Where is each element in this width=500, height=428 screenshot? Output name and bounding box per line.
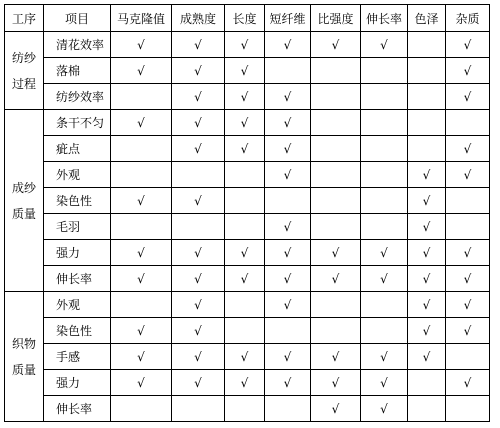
- check-cell: [265, 240, 311, 266]
- check-cell: [172, 266, 225, 292]
- process-label: 过程: [11, 76, 36, 91]
- check-mark-icon: √: [137, 245, 145, 260]
- check-mark-icon: √: [331, 37, 340, 52]
- check-cell: [225, 110, 265, 136]
- check-cell: [446, 188, 490, 214]
- check-cell: [111, 318, 172, 344]
- check-mark-icon: √: [194, 323, 202, 338]
- table-row: [5, 162, 490, 188]
- check-cell: [265, 110, 311, 136]
- check-cell: [311, 84, 361, 110]
- check-cell: [265, 162, 311, 188]
- check-cell: [408, 84, 446, 110]
- check-mark-icon: √: [422, 349, 431, 364]
- check-mark-icon: √: [194, 245, 202, 260]
- check-cell: [361, 136, 408, 162]
- item-cell: 外观: [44, 292, 111, 318]
- check-cell: [408, 58, 446, 84]
- check-mark-icon: √: [463, 297, 472, 312]
- column-header: 杂质: [446, 5, 490, 32]
- check-cell: [361, 292, 408, 318]
- check-cell: [265, 32, 311, 58]
- table-row: [5, 396, 490, 422]
- table-body: [5, 32, 490, 422]
- check-mark-icon: √: [137, 37, 145, 52]
- item-cell: 强力: [44, 370, 111, 396]
- column-header: 马克隆值: [111, 5, 172, 32]
- check-cell: [225, 370, 265, 396]
- check-cell: [111, 266, 172, 292]
- check-mark-icon: √: [331, 245, 340, 260]
- check-mark-icon: √: [331, 375, 340, 390]
- check-cell: [225, 188, 265, 214]
- process-label: 织物: [11, 336, 36, 351]
- check-cell: [361, 110, 408, 136]
- check-cell: [111, 32, 172, 58]
- check-cell: [111, 136, 172, 162]
- check-mark-icon: √: [463, 63, 472, 78]
- check-mark-icon: √: [331, 401, 340, 416]
- column-header: 比强度: [311, 5, 361, 32]
- check-cell: [446, 84, 490, 110]
- column-header: 工序: [5, 5, 44, 32]
- check-cell: [311, 396, 361, 422]
- table-row: [5, 214, 490, 240]
- item-cell: 染色性: [44, 188, 111, 214]
- check-cell: [172, 136, 225, 162]
- check-cell: [111, 84, 172, 110]
- table-row: [5, 110, 490, 136]
- item-cell: 染色性: [44, 318, 111, 344]
- check-mark-icon: √: [463, 323, 472, 338]
- check-cell: [446, 318, 490, 344]
- column-header: 伸长率: [361, 5, 408, 32]
- check-cell: [172, 188, 225, 214]
- check-mark-icon: √: [194, 297, 202, 312]
- check-cell: [265, 370, 311, 396]
- table-row: [5, 292, 490, 318]
- table-row: [5, 32, 490, 58]
- process-label: 成纱: [11, 180, 36, 195]
- check-cell: [311, 110, 361, 136]
- process-label: 质量: [11, 362, 36, 377]
- check-cell: [172, 84, 225, 110]
- check-mark-icon: √: [380, 375, 388, 390]
- check-cell: [311, 292, 361, 318]
- check-mark-icon: √: [240, 271, 249, 286]
- column-header: 短纤维: [265, 5, 311, 32]
- check-cell: [408, 32, 446, 58]
- check-mark-icon: √: [137, 271, 145, 286]
- check-cell: [311, 240, 361, 266]
- check-mark-icon: √: [240, 349, 249, 364]
- check-cell: [225, 396, 265, 422]
- check-mark-icon: √: [194, 141, 202, 156]
- column-header: 项目: [44, 5, 111, 32]
- check-cell: [446, 32, 490, 58]
- check-cell: [408, 188, 446, 214]
- check-mark-icon: √: [283, 245, 292, 260]
- item-cell: 落棉: [44, 58, 111, 84]
- item-cell: 条干不匀: [44, 110, 111, 136]
- item-cell: 外观: [44, 162, 111, 188]
- check-mark-icon: √: [194, 115, 202, 130]
- check-mark-icon: √: [240, 141, 249, 156]
- table-row: [5, 240, 490, 266]
- check-mark-icon: √: [463, 167, 472, 182]
- check-cell: [225, 344, 265, 370]
- check-cell: [265, 136, 311, 162]
- check-cell: [361, 318, 408, 344]
- check-mark-icon: √: [283, 167, 292, 182]
- check-mark-icon: √: [283, 37, 292, 52]
- check-cell: [111, 396, 172, 422]
- check-cell: [172, 318, 225, 344]
- check-cell: [446, 136, 490, 162]
- check-cell: [361, 370, 408, 396]
- process-label: 质量: [11, 206, 36, 221]
- check-cell: [265, 318, 311, 344]
- check-cell: [408, 292, 446, 318]
- check-cell: [361, 162, 408, 188]
- item-cell: 伸长率: [44, 266, 111, 292]
- check-cell: [111, 292, 172, 318]
- check-mark-icon: √: [194, 193, 202, 208]
- check-mark-icon: √: [283, 375, 292, 390]
- fiber-property-table: [4, 4, 490, 422]
- check-cell: [311, 344, 361, 370]
- check-mark-icon: √: [380, 349, 388, 364]
- check-mark-icon: √: [463, 141, 472, 156]
- check-mark-icon: √: [283, 219, 292, 234]
- check-cell: [111, 344, 172, 370]
- check-mark-icon: √: [240, 115, 249, 130]
- check-mark-icon: √: [380, 401, 388, 416]
- check-cell: [446, 266, 490, 292]
- check-mark-icon: √: [283, 141, 292, 156]
- check-cell: [172, 58, 225, 84]
- check-mark-icon: √: [463, 375, 472, 390]
- check-cell: [225, 58, 265, 84]
- check-mark-icon: √: [137, 115, 145, 130]
- check-mark-icon: √: [463, 245, 472, 260]
- check-cell: [408, 110, 446, 136]
- check-mark-icon: √: [331, 349, 340, 364]
- check-cell: [265, 396, 311, 422]
- check-cell: [265, 58, 311, 84]
- check-mark-icon: √: [331, 271, 340, 286]
- table-row: [5, 188, 490, 214]
- check-cell: [408, 344, 446, 370]
- check-cell: [311, 188, 361, 214]
- check-cell: [311, 136, 361, 162]
- check-cell: [408, 318, 446, 344]
- item-cell: 强力: [44, 240, 111, 266]
- check-cell: [311, 32, 361, 58]
- check-mark-icon: √: [194, 271, 202, 286]
- check-cell: [408, 396, 446, 422]
- check-mark-icon: √: [137, 63, 145, 78]
- check-cell: [225, 318, 265, 344]
- check-cell: [172, 370, 225, 396]
- check-cell: [361, 266, 408, 292]
- check-cell: [225, 84, 265, 110]
- check-mark-icon: √: [422, 323, 431, 338]
- check-cell: [361, 84, 408, 110]
- check-mark-icon: √: [240, 37, 249, 52]
- check-mark-icon: √: [463, 89, 472, 104]
- item-cell: 伸长率: [44, 396, 111, 422]
- item-cell: 手感: [44, 344, 111, 370]
- check-cell: [225, 136, 265, 162]
- check-cell: [446, 214, 490, 240]
- check-cell: [172, 396, 225, 422]
- check-mark-icon: √: [137, 349, 145, 364]
- check-mark-icon: √: [194, 63, 202, 78]
- check-cell: [446, 58, 490, 84]
- check-mark-icon: √: [283, 349, 292, 364]
- item-cell: 疵点: [44, 136, 111, 162]
- check-cell: [111, 58, 172, 84]
- check-mark-icon: √: [137, 375, 145, 390]
- check-cell: [265, 344, 311, 370]
- check-cell: [311, 318, 361, 344]
- check-mark-icon: √: [283, 115, 292, 130]
- check-cell: [172, 292, 225, 318]
- check-cell: [111, 188, 172, 214]
- check-cell: [225, 240, 265, 266]
- check-mark-icon: √: [194, 37, 202, 52]
- process-cell: [5, 110, 44, 292]
- check-cell: [311, 214, 361, 240]
- check-cell: [361, 214, 408, 240]
- check-cell: [111, 162, 172, 188]
- check-cell: [111, 110, 172, 136]
- column-header: 成熟度: [172, 5, 225, 32]
- check-cell: [172, 214, 225, 240]
- check-cell: [408, 370, 446, 396]
- check-cell: [446, 110, 490, 136]
- table-row: [5, 344, 490, 370]
- table-row: [5, 266, 490, 292]
- check-cell: [361, 240, 408, 266]
- check-cell: [111, 214, 172, 240]
- check-cell: [446, 292, 490, 318]
- check-cell: [311, 266, 361, 292]
- column-header: 色泽: [408, 5, 446, 32]
- check-cell: [225, 266, 265, 292]
- check-mark-icon: √: [422, 245, 431, 260]
- process-cell: [5, 32, 44, 110]
- check-cell: [172, 32, 225, 58]
- check-cell: [172, 110, 225, 136]
- check-cell: [361, 32, 408, 58]
- check-mark-icon: √: [240, 245, 249, 260]
- check-cell: [311, 370, 361, 396]
- check-cell: [446, 396, 490, 422]
- check-cell: [111, 370, 172, 396]
- table-row: [5, 318, 490, 344]
- check-mark-icon: √: [380, 271, 388, 286]
- check-cell: [265, 266, 311, 292]
- check-mark-icon: √: [137, 193, 145, 208]
- check-cell: [265, 292, 311, 318]
- check-cell: [311, 58, 361, 84]
- check-cell: [225, 32, 265, 58]
- check-mark-icon: √: [137, 323, 145, 338]
- check-cell: [446, 370, 490, 396]
- check-mark-icon: √: [194, 89, 202, 104]
- process-label: 纺纱: [11, 50, 36, 65]
- item-cell: 清花效率: [44, 32, 111, 58]
- check-cell: [446, 162, 490, 188]
- check-cell: [225, 292, 265, 318]
- check-mark-icon: √: [283, 297, 292, 312]
- header-row: [5, 5, 490, 32]
- table-row: [5, 58, 490, 84]
- check-mark-icon: √: [463, 271, 472, 286]
- check-cell: [408, 136, 446, 162]
- check-cell: [265, 188, 311, 214]
- check-cell: [361, 344, 408, 370]
- check-cell: [408, 162, 446, 188]
- check-cell: [172, 240, 225, 266]
- table-row: [5, 136, 490, 162]
- check-cell: [361, 58, 408, 84]
- check-mark-icon: √: [283, 271, 292, 286]
- check-mark-icon: √: [422, 219, 431, 234]
- check-cell: [408, 214, 446, 240]
- check-mark-icon: √: [463, 37, 472, 52]
- check-mark-icon: √: [422, 297, 431, 312]
- check-cell: [111, 240, 172, 266]
- check-cell: [361, 396, 408, 422]
- check-mark-icon: √: [240, 89, 249, 104]
- check-mark-icon: √: [194, 349, 202, 364]
- check-cell: [446, 240, 490, 266]
- check-mark-icon: √: [240, 375, 249, 390]
- check-cell: [265, 84, 311, 110]
- check-cell: [311, 162, 361, 188]
- check-mark-icon: √: [422, 193, 431, 208]
- check-cell: [446, 344, 490, 370]
- table-row: [5, 370, 490, 396]
- check-mark-icon: √: [422, 271, 431, 286]
- check-cell: [225, 214, 265, 240]
- check-cell: [408, 266, 446, 292]
- check-cell: [408, 240, 446, 266]
- check-cell: [172, 162, 225, 188]
- check-cell: [225, 162, 265, 188]
- table-row: [5, 84, 490, 110]
- check-cell: [265, 214, 311, 240]
- check-mark-icon: √: [283, 89, 292, 104]
- process-cell: [5, 292, 44, 422]
- check-cell: [172, 344, 225, 370]
- check-mark-icon: √: [380, 245, 388, 260]
- check-cell: [361, 188, 408, 214]
- check-mark-icon: √: [194, 375, 202, 390]
- column-header: 长度: [225, 5, 265, 32]
- check-mark-icon: √: [422, 167, 431, 182]
- item-cell: 毛羽: [44, 214, 111, 240]
- check-mark-icon: √: [240, 63, 249, 78]
- check-mark-icon: √: [380, 37, 388, 52]
- item-cell: 纺纱效率: [44, 84, 111, 110]
